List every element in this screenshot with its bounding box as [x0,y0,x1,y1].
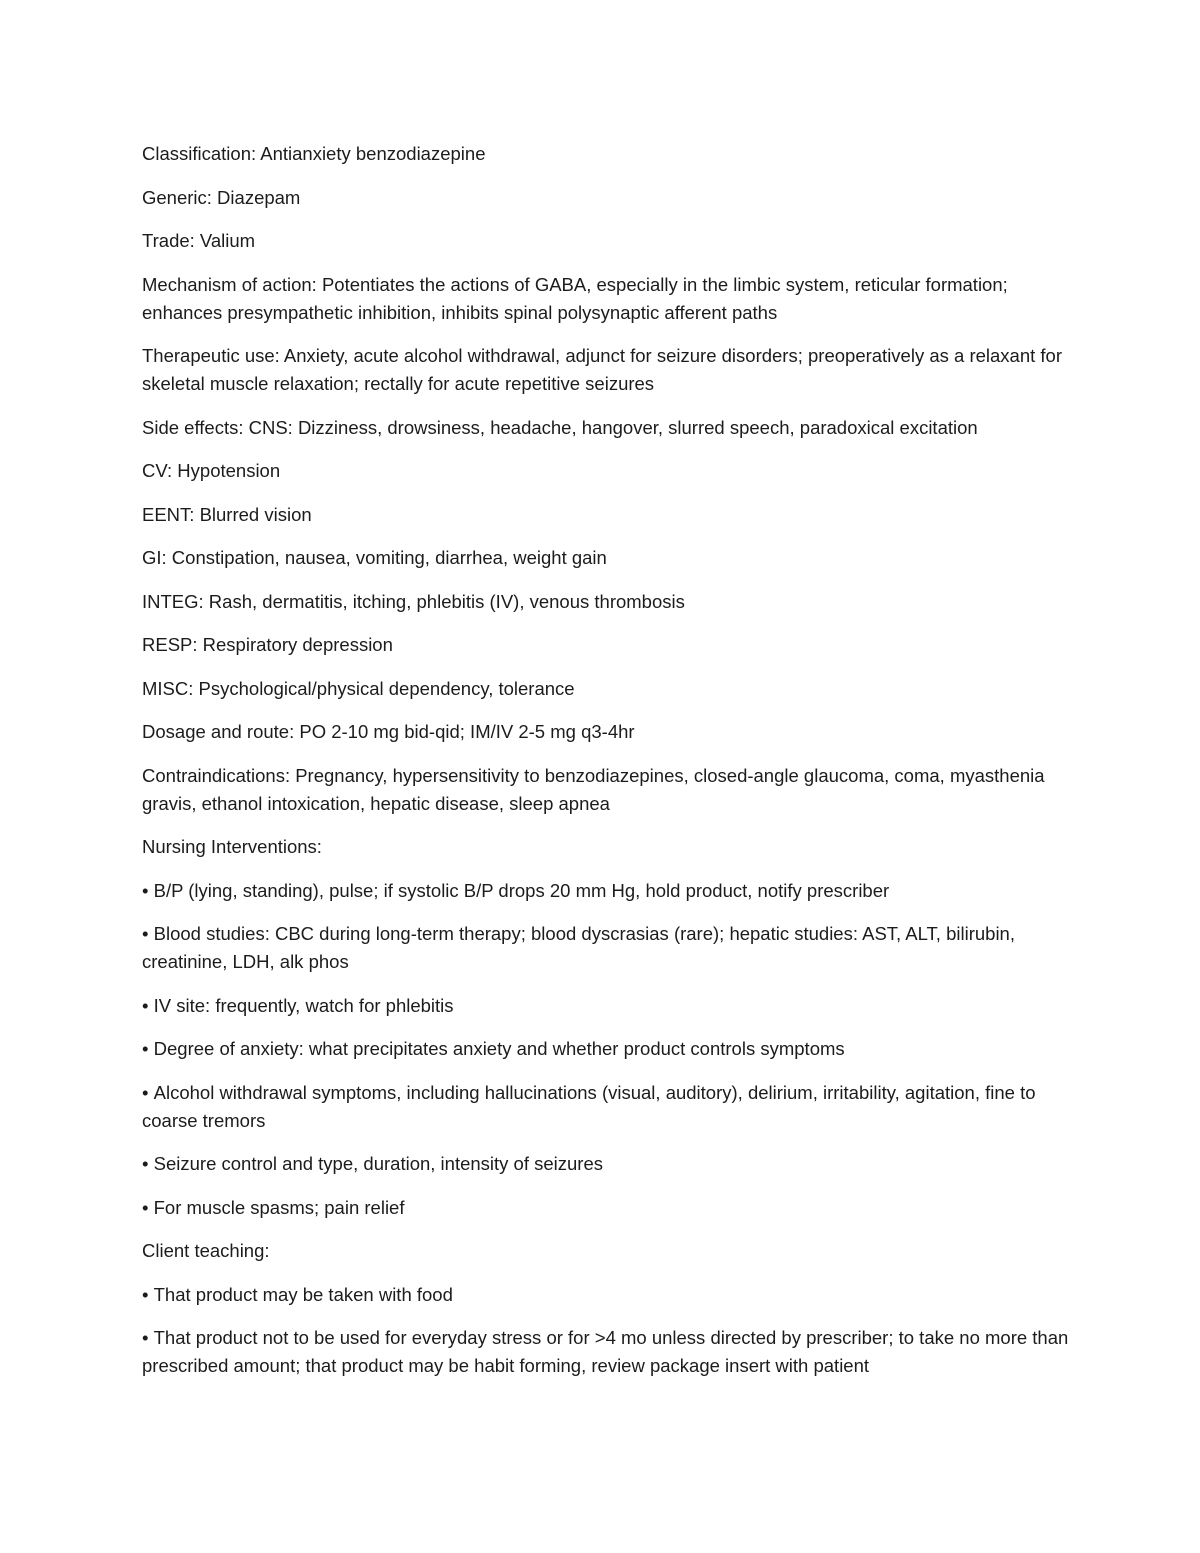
text-paragraph: GI: Constipation, nausea, vomiting, diarrhea, weight gain [142,547,607,568]
text-paragraph: Trade: Valium [142,230,256,251]
bullet-paragraph: • Degree of anxiety: what precipitates anxiety and whether product controls symptoms [142,1035,1072,1063]
text-paragraph: Generic: Diazepam [142,186,301,208]
document-page [142,140,1072,1396]
text-paragraph: Side effects: CNS: Dizziness, drowsiness, headache, hangover, slurred speech, paradoxical excitation [142,416,978,438]
text-paragraph: INTEG: Rash, dermatitis, itching, phlebitis (IV), venous thrombosis [142,590,685,612]
bullet-paragraph: • Seizure control and type, duration, intensity of seizures [142,1150,1072,1178]
text-paragraph: Nursing Interventions: [142,836,322,857]
text-paragraph: CV: Hypotension [142,460,281,481]
text-paragraph: Client teaching: [142,1240,270,1261]
bullet-paragraph: • That product not to be used for everyday stress or for >4 mo unless directed by prescriber; to take no more than prescribed amount; that product may be habit forming, review package insert with patient [142,1324,1072,1380]
bullet-paragraph: • Alcohol withdrawal symptoms, including hallucinations (visual, auditory), delirium, irritability, agitation, fine to coarse tremors [142,1079,1072,1135]
bullet-paragraph: • That product may be taken with food [142,1281,1072,1309]
bullet-paragraph: • Blood studies: CBC during long-term therapy; blood dyscrasias (rare); hepatic studies: AST, ALT, bilirubin, creatinine, LDH, alk phos [142,920,1072,976]
text-paragraph: Dosage and route: PO 2-10 mg bid-qid; IM/IV 2-5 mg q3-4hr [142,721,635,742]
text-paragraph: RESP: Respiratory depression [142,634,393,655]
text-paragraph: Classification: Antianxiety benzodiazepine [142,143,486,164]
text-paragraph: Therapeutic use: Anxiety, acute alcohol withdrawal, adjunct for seizure disorders; preoperatively as a relaxant for skeletal muscle relaxation; rectally for acute repetitive seizures [142,345,1062,394]
bullet-paragraph: • B/P (lying, standing), pulse; if systolic B/P drops 20 mm Hg, hold product, notify prescriber [142,877,1072,905]
bullet-paragraph: • IV site: frequently, watch for phlebitis [142,992,1072,1020]
bullet-paragraph: • For muscle spasms; pain relief [142,1194,1072,1222]
text-paragraph: Mechanism of action: Potentiates the actions of GABA, especially in the limbic system, reticular formation; enhances presympathetic inhibition, inhibits spinal polysynaptic afferent paths [142,273,1008,323]
text-paragraph: MISC: Psychological/physical dependency, tolerance [142,677,575,699]
text-paragraph: EENT: Blurred vision [142,503,312,525]
text-paragraph: Contraindications: Pregnancy, hypersensitivity to benzodiazepines, closed-angle glaucoma, coma, myasthenia gravis, ethanol intoxication, hepatic disease, sleep apnea [142,764,1045,814]
